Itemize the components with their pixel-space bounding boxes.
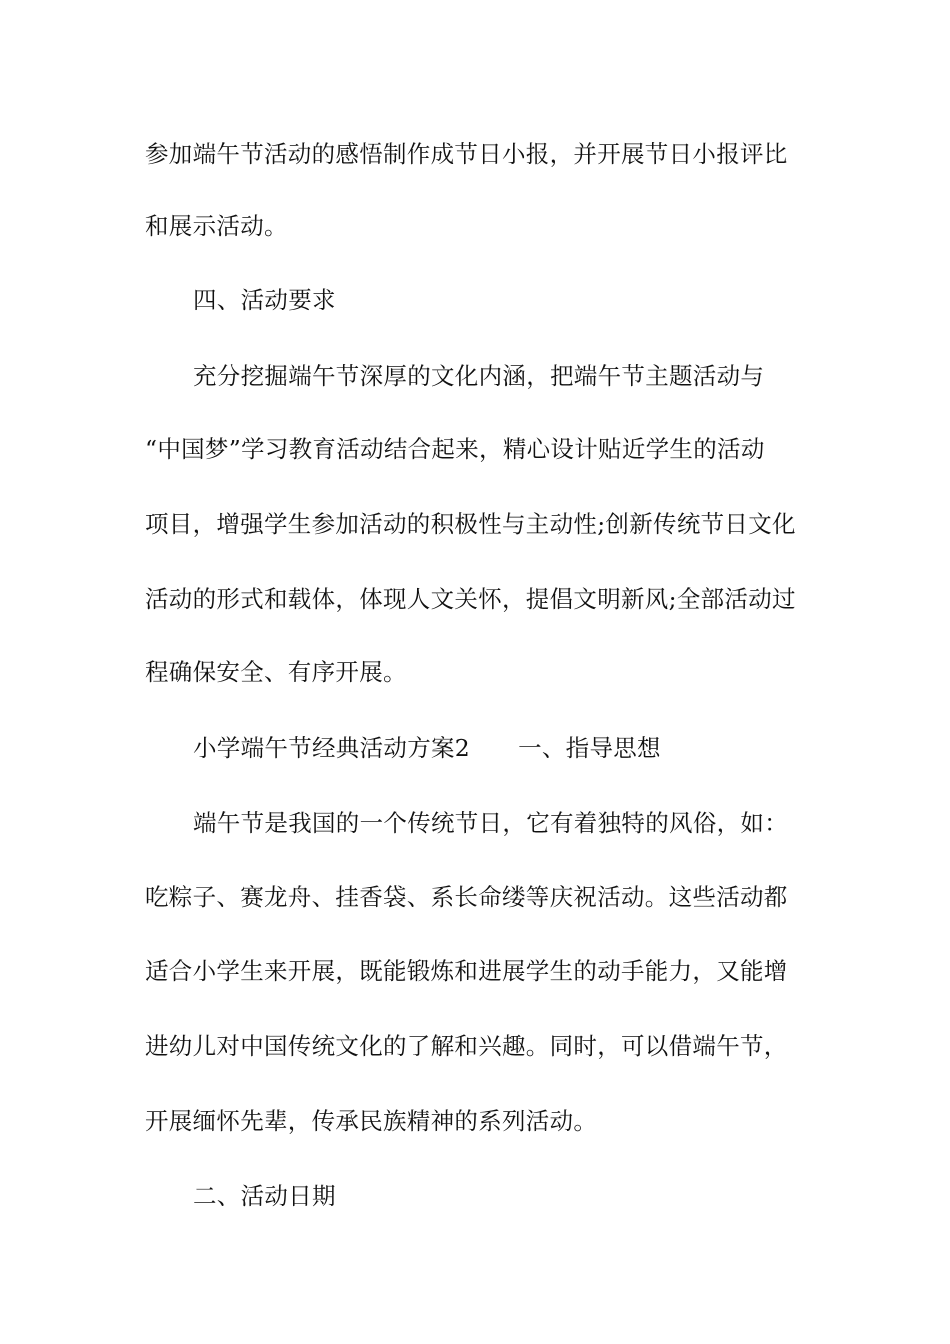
paragraph-line: 程确保安全、有序开展。 (145, 658, 407, 686)
section-heading: 四、活动要求 (193, 286, 336, 314)
paragraph-line: 充分挖掘端午节深厚的文化内涵，把端午节主题活动与 (193, 362, 765, 390)
paragraph-line: 项目，增强学生参加活动的积极性与主动性;创新传统节日文化 (145, 510, 796, 538)
plan-title: 小学端午节经典活动方案2 (193, 734, 471, 762)
paragraph-line: “中国梦”学习教育活动结合起来，精心设计贴近学生的活动 (145, 435, 765, 463)
paragraph-line: 参加端午节活动的感悟制作成节日小报，并开展节日小报评比 (145, 140, 788, 168)
paragraph-line: 吃粽子、赛龙舟、挂香袋、系长命缕等庆祝活动。这些活动都 (145, 883, 788, 911)
paragraph-line: 开展缅怀先辈，传承民族精神的系列活动。 (145, 1107, 598, 1135)
section-heading: 一、指导思想 (518, 734, 661, 762)
paragraph-line: 进幼儿对中国传统文化的了解和兴趣。同时，可以借端午节， (145, 1032, 788, 1060)
paragraph-line: 活动的形式和载体，体现人文关怀，提倡文明新风;全部活动过 (145, 585, 796, 613)
paragraph-line: 和展示活动。 (145, 212, 288, 240)
section-heading: 二、活动日期 (193, 1182, 336, 1210)
plan-title-line (193, 733, 858, 763)
paragraph-line: 端午节是我国的一个传统节日，它有着独特的风俗，如： (193, 809, 788, 837)
paragraph-line: 适合小学生来开展，既能锻炼和进展学生的动手能力，又能增 (145, 957, 788, 985)
